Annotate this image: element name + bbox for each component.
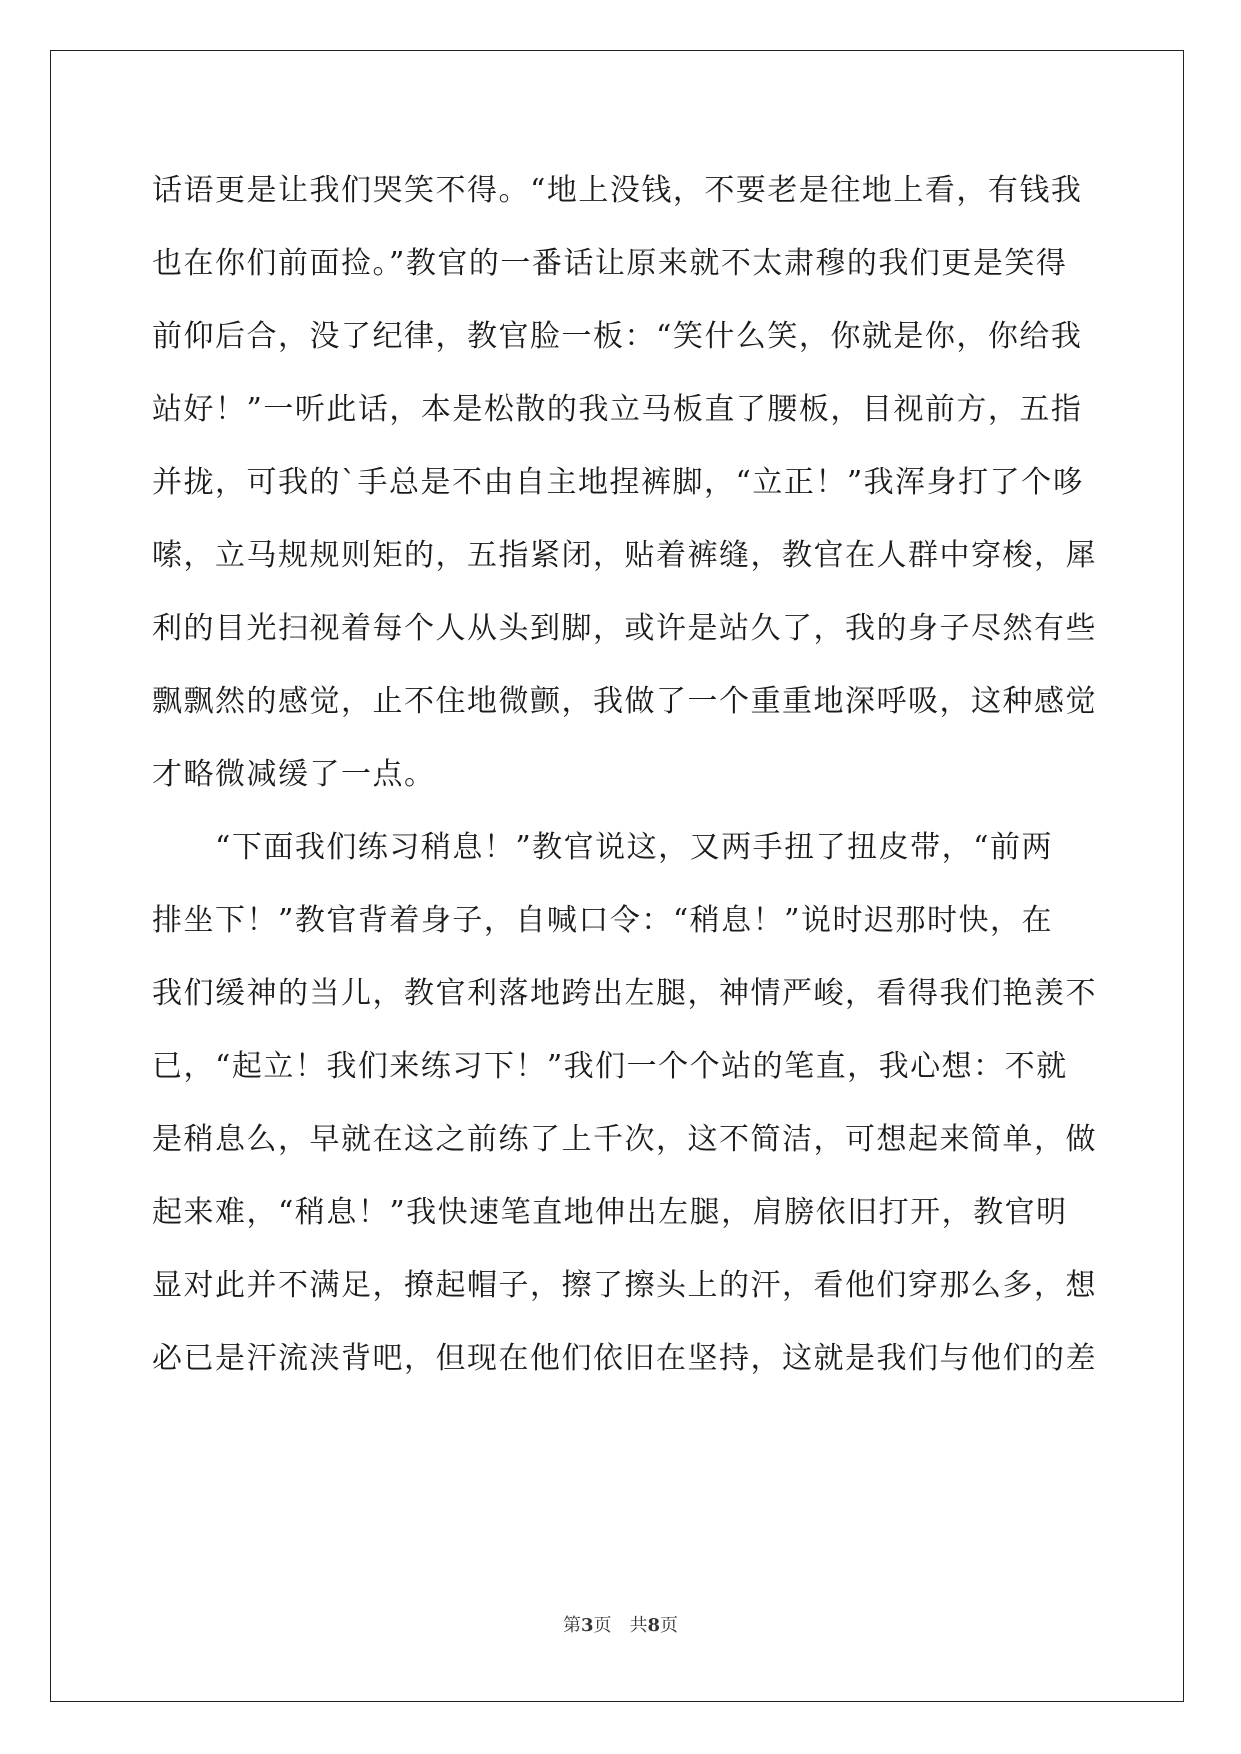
text-line: 前仰后合，没了纪律，教官脸一板：“笑什么笑，你就是你，你给我 [152, 319, 1083, 354]
text-line: 话语更是让我们哭笑不得。“地上没钱，不要老是往地上看，有钱我 [152, 173, 1083, 208]
text-line: 飘飘然的感觉，止不住地微颤，我做了一个重重地深呼吸，这种感觉 [152, 684, 1097, 719]
text-line: 利的目光扫视着每个人从头到脚，或许是站久了，我的身子尽然有些 [152, 611, 1097, 646]
total-unit: 页 [660, 1615, 679, 1636]
text-line: “下面我们练习稍息！”教官说这，又两手扭了扭皮带，“前两 [152, 830, 1054, 865]
total-prefix: 共 [629, 1615, 648, 1636]
text-line: 显对此并不满足，撩起帽子，擦了擦头上的汗，看他们穿那么多，想 [152, 1268, 1097, 1303]
text-line: 站好！”一听此话，本是松散的我立马板直了腰板，目视前方，五指 [152, 392, 1083, 427]
text-line: 是稍息么，早就在这之前练了上千次，这不简洁，可想起来简单，做 [152, 1122, 1097, 1157]
text-line: 并拢，可我的`手总是不由自主地捏裤脚，“立正！”我浑身打了个哆 [152, 465, 1085, 500]
text-line: 起来难，“稍息！”我快速笔直地伸出左腿，肩膀依旧打开，教官明 [152, 1195, 1068, 1230]
page-unit: 页 [593, 1615, 612, 1636]
text-line: 已，“起立！我们来练习下！”我们一个个站的笔直，我心想：不就 [152, 1049, 1068, 1084]
page-prefix: 第 [562, 1615, 581, 1636]
text-line: 嗦，立马规规则矩的，五指紧闭，贴着裤缝，教官在人群中穿梭，犀 [152, 538, 1097, 573]
text-line: 才略微减缓了一点。 [152, 757, 436, 792]
page-border [50, 50, 1184, 1702]
text-line: 我们缓神的当儿，教官利落地跨出左腿，神情严峻，看得我们艳羡不 [152, 976, 1097, 1011]
page-total: 8 [647, 1615, 661, 1636]
page-current: 3 [580, 1615, 594, 1636]
text-line: 也在你们前面捡。”教官的一番话让原来就不太肃穆的我们更是笑得 [152, 246, 1068, 281]
text-line: 排坐下！”教官背着身子，自喊口令：“稍息！”说时迟那时快，在 [152, 903, 1054, 938]
text-line: 必已是汗流浃背吧，但现在他们依旧在坚持，这就是我们与他们的差 [152, 1341, 1097, 1376]
page-footer [0, 1614, 1241, 1638]
